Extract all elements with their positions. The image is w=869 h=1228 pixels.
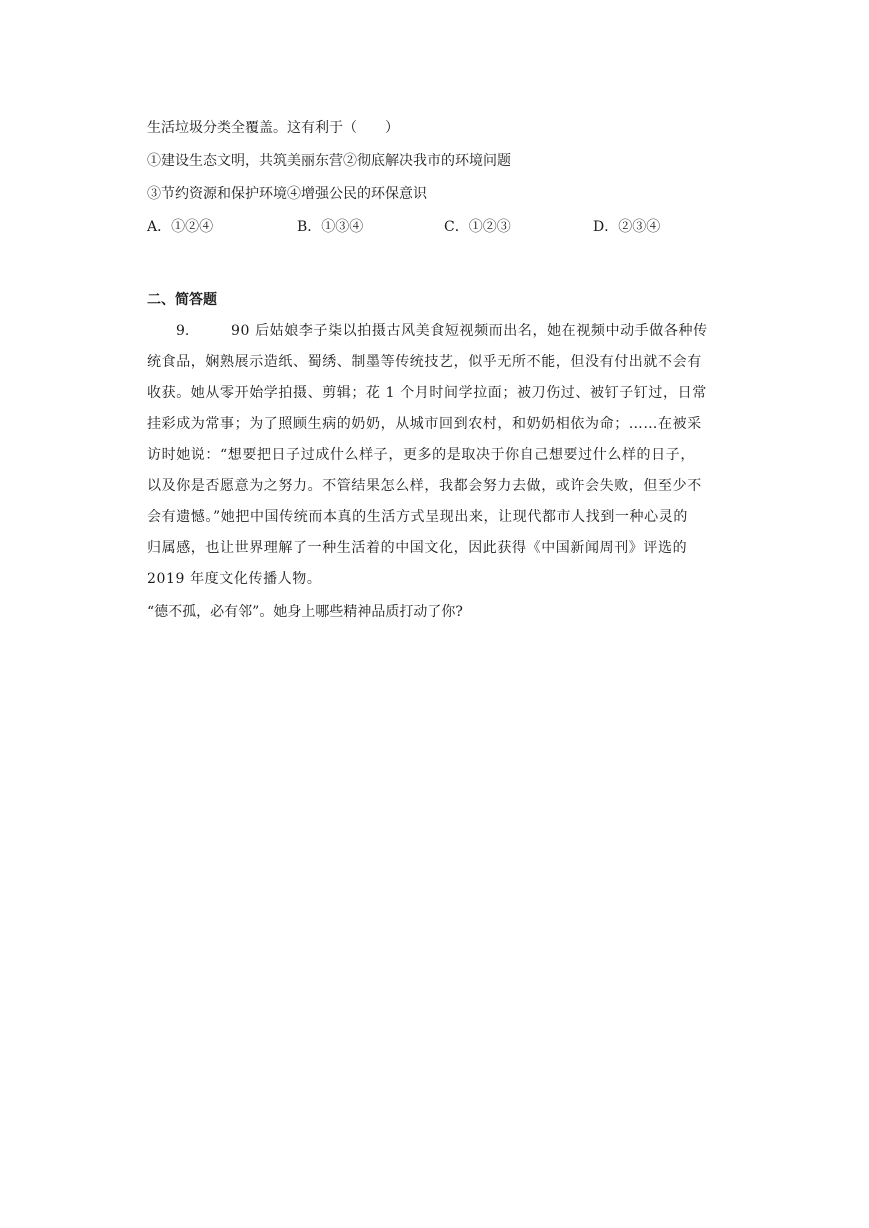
option-c: C．①②③ — [444, 219, 511, 235]
passage-line: 90 后姑娘李子柒以拍摄古风美食短视频而出名，她在视频中动手做各种传 — [231, 323, 708, 339]
passage-line: 统食品，娴熟展示造纸、蜀绣、制墨等传统技艺，似乎无所不能，但没有付出就不会有 — [147, 354, 702, 370]
passage-line: 会有遗憾。”她把中国传统而本真的生活方式呈现出来，让现代都市人找到一种心灵的 — [147, 509, 688, 525]
question-8-statements-line-1: ①建设生态文明，共筑美丽东营②彻底解决我市的环境问题 — [147, 153, 511, 169]
passage-line: 2019 年度文化传播人物。 — [147, 571, 322, 587]
passage-line: 挂彩成为常事；为了照顾生病的奶奶，从城市回到农村，和奶奶相依为命；……在被采 — [147, 416, 702, 432]
question-9-prompt: “德不孤，必有邻”。她身上哪些精神品质打动了你? — [147, 604, 463, 620]
question-9-number: 9. — [176, 323, 190, 339]
passage-line: 访时她说：“想要把日子过成什么样子，更多的是取决于你自己想要过什么样的日子， — [147, 447, 695, 463]
question-8-stem-tail: 生活垃圾分类全覆盖。这有利于（ ） — [147, 120, 399, 136]
passage-line: 收获。她从零开始学拍摄、剪辑；花 1 个月时间学拉面；被刀伤过、被钉子钉过，日常 — [147, 385, 707, 401]
section-title: 二、简答题 — [147, 292, 217, 308]
option-b: B．①③④ — [297, 219, 364, 235]
option-a: A．①②④ — [147, 219, 214, 235]
passage-line: 以及你是否愿意为之努力。不管结果怎么样，我都会努力去做，或许会失败，但至少不 — [147, 478, 702, 494]
passage-line: 归属感，也让世界理解了一种生活着的中国文化，因此获得《中国新闻周刊》评选的 — [147, 540, 688, 556]
option-d: D．②③④ — [593, 219, 661, 235]
question-8-statements-line-2: ③节约资源和保护环境④增强公民的环保意识 — [147, 186, 427, 202]
